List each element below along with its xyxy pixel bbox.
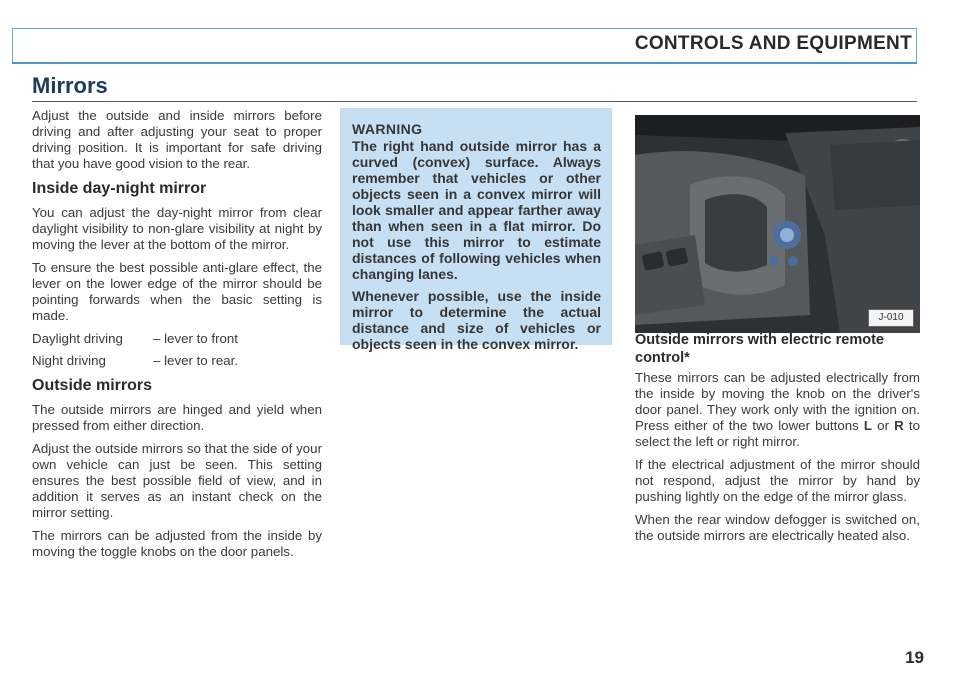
warning-box [340,108,612,352]
night-value: – lever to rear. [153,353,238,368]
text-run: or [872,418,895,433]
inside-mirror-paragraph-1: You can adjust the day-night mirror from clear daylight visibility to non-glare visibility at night by moving the lever at the bottom of the mirror. [32,205,322,252]
header-rule [12,62,917,64]
right-column [635,370,920,551]
figure-id-label: J-010 [868,309,914,327]
electric-mirrors-paragraph-3: When the rear window defogger is switched on, the outside mirrors are electrically heated also. [635,512,920,543]
button-l-label: L [863,418,873,433]
door-panel-photo [635,115,920,333]
night-driving-row [32,353,322,369]
warning-title: WARNING [352,121,423,137]
electric-mirrors-paragraph-1 [635,370,920,450]
outside-mirrors-paragraph-2: Adjust the outside mirrors so that the side of your own vehicle can just be seen. This setting ensures the best possible field of view, and in addition it serves as an instant check on the mirror setting. [32,441,322,520]
door-panel-illustration [635,115,920,333]
intro-paragraph: Adjust the outside and inside mirrors before driving and after adjusting your seat to proper driving position. It is important for safe driving that you have good vision to the rear. [32,108,322,171]
warning-paragraph-2: Whenever possible, use the inside mirror to determine the actual distance and size of vehicles or objects seen in the convex mirror. [352,288,601,352]
section-divider [32,101,917,102]
outside-mirrors-paragraph-3: The mirrors can be adjusted from the inside by moving the toggle knobs on the door panels. [32,528,322,559]
inside-mirror-heading: Inside day-night mirror [32,180,207,197]
outside-mirrors-heading: Outside mirrors [32,377,153,394]
daylight-label: Daylight driving [32,331,123,346]
electric-mirrors-paragraph-2: If the electrical adjustment of the mirror should not respond, adjust the mirror by hand by pushing lightly on the edge of the mirror glass. [635,457,920,504]
button-r-label: R [894,418,904,433]
page-number: 19 [905,648,924,667]
daylight-driving-row [32,331,322,347]
chapter-title: CONTROLS AND EQUIPMENT [634,33,912,54]
warning-paragraph-1: The right hand outside mirror has a curved (convex) surface. Always remember that vehicles or other objects seen in a convex mirror will look smaller and appear farther away than when seen in a flat mirror. Do not use this mirror to estimate distances of following vehicles when changing lanes. [352,138,601,282]
night-label: Night driving [32,353,106,368]
photo-caption: Outside mirrors with electric remote control* [635,332,884,366]
outside-mirrors-paragraph-1: The outside mirrors are hinged and yield when pressed from either direction. [32,402,322,433]
text-run: These mirrors can be adjusted electrically from the inside by moving the knob on the driver's door panel. They work only with the ignition on. Press either of the two lower buttons [635,370,920,433]
section-title: Mirrors [32,73,108,98]
inside-mirror-paragraph-2: To ensure the best possible anti-glare effect, the lever on the lower edge of the mirror should be pointing forwards when the basic setting is made. [32,260,322,323]
daylight-value: – lever to front [153,331,238,346]
left-column [32,108,322,567]
text-run: to select the left or right mirror. [635,418,920,449]
